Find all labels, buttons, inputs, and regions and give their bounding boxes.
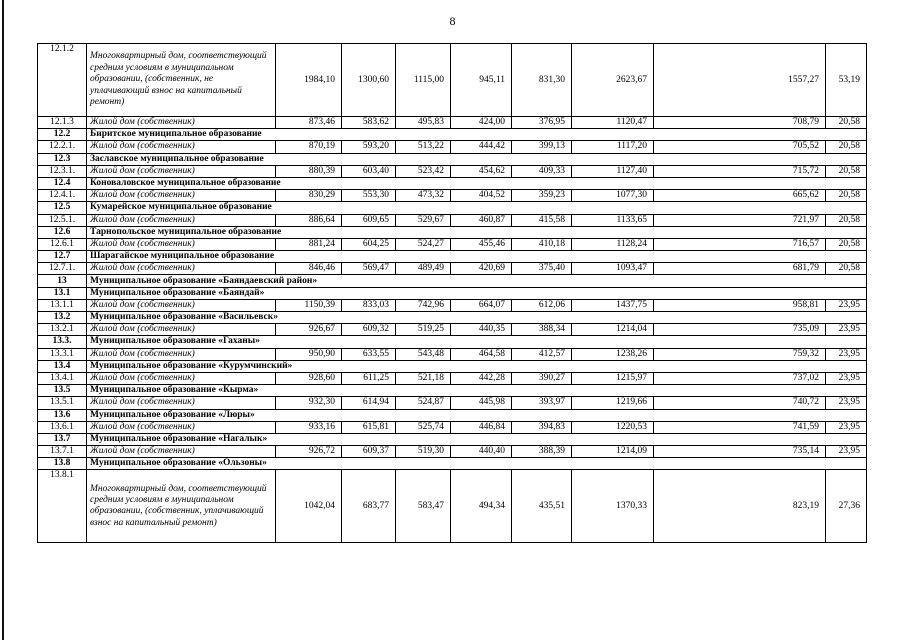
value-cell: 20,58 xyxy=(826,238,867,250)
row-code: 13.4.1 xyxy=(38,372,87,384)
section-title: Муниципальное образование «Гаханы» xyxy=(87,336,867,348)
value-cell: 410,18 xyxy=(512,238,572,250)
value-cell: 519,25 xyxy=(396,324,451,336)
row-code: 13.2.1 xyxy=(38,324,87,336)
table-row xyxy=(38,348,867,360)
value-cell: 1093,47 xyxy=(572,263,654,275)
value-cell: 870,19 xyxy=(276,141,342,153)
section-title: Биритское муниципальное образование xyxy=(87,129,867,141)
value-cell: 715,72 xyxy=(654,165,826,177)
value-cell: 393,97 xyxy=(512,397,572,409)
value-cell: 928,60 xyxy=(276,372,342,384)
value-cell: 523,42 xyxy=(396,165,451,177)
value-cell: 1115,00 xyxy=(396,44,451,117)
value-cell: 404,52 xyxy=(451,190,512,202)
value-cell: 53,19 xyxy=(826,44,867,117)
value-cell: 20,58 xyxy=(826,165,867,177)
value-cell: 390,27 xyxy=(512,372,572,384)
row-label: Жилой дом (собственник) xyxy=(87,372,276,384)
value-cell: 823,19 xyxy=(654,470,826,543)
value-cell: 2623,67 xyxy=(572,44,654,117)
value-cell: 489,49 xyxy=(396,263,451,275)
section-title: Муниципальное образование «Курумчинский» xyxy=(87,360,867,372)
table-body xyxy=(38,44,867,543)
value-cell: 735,14 xyxy=(654,446,826,458)
value-cell: 1077,30 xyxy=(572,190,654,202)
value-cell: 880,39 xyxy=(276,165,342,177)
value-cell: 20,58 xyxy=(826,214,867,226)
value-cell: 945,11 xyxy=(451,44,512,117)
value-cell: 440,40 xyxy=(451,446,512,458)
value-cell: 830,29 xyxy=(276,190,342,202)
value-cell: 1042,04 xyxy=(276,470,342,543)
section-code: 12.2 xyxy=(38,129,87,141)
value-cell: 609,32 xyxy=(342,324,396,336)
value-cell: 735,09 xyxy=(654,324,826,336)
section-row xyxy=(38,251,867,263)
section-code: 12.6 xyxy=(38,226,87,238)
section-row xyxy=(38,275,867,287)
row-label: Жилой дом (собственник) xyxy=(87,141,276,153)
value-cell: 1370,33 xyxy=(572,470,654,543)
row-code: 13.3.1 xyxy=(38,348,87,360)
value-cell: 611,25 xyxy=(342,372,396,384)
value-cell: 614,94 xyxy=(342,397,396,409)
value-cell: 388,34 xyxy=(512,324,572,336)
value-cell: 23,95 xyxy=(826,397,867,409)
value-cell: 23,95 xyxy=(826,421,867,433)
value-cell: 583,62 xyxy=(342,117,396,129)
value-cell: 664,07 xyxy=(451,299,512,311)
scan-edge xyxy=(2,0,4,640)
section-code: 12.5 xyxy=(38,202,87,214)
value-cell: 473,32 xyxy=(396,190,451,202)
tariff-table-container xyxy=(37,43,866,543)
value-cell: 1300,60 xyxy=(342,44,396,117)
value-cell: 415,58 xyxy=(512,214,572,226)
section-code: 13.1 xyxy=(38,287,87,299)
section-row xyxy=(38,385,867,397)
value-cell: 1984,10 xyxy=(276,44,342,117)
value-cell: 569,47 xyxy=(342,263,396,275)
section-row xyxy=(38,336,867,348)
value-cell: 1437,75 xyxy=(572,299,654,311)
section-title: Коноваловское муниципальное образование xyxy=(87,177,867,189)
section-row xyxy=(38,226,867,238)
value-cell: 412,57 xyxy=(512,348,572,360)
section-row xyxy=(38,312,867,324)
row-code: 12.6.1 xyxy=(38,238,87,250)
value-cell: 593,20 xyxy=(342,141,396,153)
section-code: 12.4 xyxy=(38,177,87,189)
value-cell: 705,52 xyxy=(654,141,826,153)
table-row xyxy=(38,372,867,384)
value-cell: 633,55 xyxy=(342,348,396,360)
section-title: Тарнопольское муниципальное образование xyxy=(87,226,867,238)
row-code: 12.5.1. xyxy=(38,214,87,226)
row-code: 13.7.1 xyxy=(38,446,87,458)
value-cell: 420,69 xyxy=(451,263,512,275)
value-cell: 831,30 xyxy=(512,44,572,117)
table-row xyxy=(38,165,867,177)
section-code: 12.3 xyxy=(38,153,87,165)
value-cell: 359,23 xyxy=(512,190,572,202)
table-row xyxy=(38,446,867,458)
value-cell: 394,83 xyxy=(512,421,572,433)
row-label: Жилой дом (собственник) xyxy=(87,421,276,433)
value-cell: 454,62 xyxy=(451,165,512,177)
section-row xyxy=(38,177,867,189)
value-cell: 716,57 xyxy=(654,238,826,250)
value-cell: 742,96 xyxy=(396,299,451,311)
row-label: Жилой дом (собственник) xyxy=(87,299,276,311)
row-label: Жилой дом (собственник) xyxy=(87,263,276,275)
value-cell: 683,77 xyxy=(342,470,396,543)
value-cell: 529,67 xyxy=(396,214,451,226)
section-title: Муниципальное образование «Ользоны» xyxy=(87,458,867,470)
table-row xyxy=(38,214,867,226)
row-code: 13.8.1 xyxy=(38,470,87,543)
section-row xyxy=(38,433,867,445)
section-title: Муниципальное образование «Баяндаевский район» xyxy=(87,275,867,287)
section-title: Муниципальное образование «Кырма» xyxy=(87,385,867,397)
value-cell: 950,90 xyxy=(276,348,342,360)
row-label: Жилой дом (собственник) xyxy=(87,324,276,336)
section-title: Муниципальное образование «Люры» xyxy=(87,409,867,421)
section-code: 13.4 xyxy=(38,360,87,372)
value-cell: 435,51 xyxy=(512,470,572,543)
value-cell: 609,65 xyxy=(342,214,396,226)
section-code: 13.7 xyxy=(38,433,87,445)
value-cell: 20,58 xyxy=(826,190,867,202)
value-cell: 553,30 xyxy=(342,190,396,202)
value-cell: 440,35 xyxy=(451,324,512,336)
section-row xyxy=(38,129,867,141)
value-cell: 460,87 xyxy=(451,214,512,226)
value-cell: 603,40 xyxy=(342,165,396,177)
tariff-table xyxy=(37,43,867,543)
value-cell: 464,58 xyxy=(451,348,512,360)
table-row xyxy=(38,263,867,275)
value-cell: 513,22 xyxy=(396,141,451,153)
value-cell: 1117,20 xyxy=(572,141,654,153)
value-cell: 20,58 xyxy=(826,263,867,275)
row-label: Жилой дом (собственник) xyxy=(87,397,276,409)
value-cell: 1214,09 xyxy=(572,446,654,458)
value-cell: 23,95 xyxy=(826,446,867,458)
row-label: Жилой дом (собственник) xyxy=(87,190,276,202)
table-row xyxy=(38,117,867,129)
value-cell: 1214,04 xyxy=(572,324,654,336)
value-cell: 524,27 xyxy=(396,238,451,250)
value-cell: 23,95 xyxy=(826,324,867,336)
value-cell: 1219,66 xyxy=(572,397,654,409)
value-cell: 833,03 xyxy=(342,299,396,311)
row-code: 13.5.1 xyxy=(38,397,87,409)
value-cell: 881,24 xyxy=(276,238,342,250)
section-title: Муниципальное образование «Баяндай» xyxy=(87,287,867,299)
value-cell: 846,46 xyxy=(276,263,342,275)
row-code: 12.1.3 xyxy=(38,117,87,129)
value-cell: 612,06 xyxy=(512,299,572,311)
value-cell: 583,47 xyxy=(396,470,451,543)
value-cell: 375,40 xyxy=(512,263,572,275)
value-cell: 958,81 xyxy=(654,299,826,311)
value-cell: 1150,39 xyxy=(276,299,342,311)
value-cell: 604,25 xyxy=(342,238,396,250)
row-code: 12.2.1. xyxy=(38,141,87,153)
value-cell: 759,32 xyxy=(654,348,826,360)
table-row xyxy=(38,470,867,543)
value-cell: 445,98 xyxy=(451,397,512,409)
value-cell: 442,28 xyxy=(451,372,512,384)
value-cell: 494,34 xyxy=(451,470,512,543)
value-cell: 615,81 xyxy=(342,421,396,433)
section-row xyxy=(38,409,867,421)
row-code: 12.7.1. xyxy=(38,263,87,275)
value-cell: 933,16 xyxy=(276,421,342,433)
value-cell: 525,74 xyxy=(396,421,451,433)
row-label: Жилой дом (собственник) xyxy=(87,165,276,177)
value-cell: 23,95 xyxy=(826,299,867,311)
table-row xyxy=(38,421,867,433)
section-row xyxy=(38,153,867,165)
value-cell: 27,36 xyxy=(826,470,867,543)
value-cell: 455,46 xyxy=(451,238,512,250)
value-cell: 932,30 xyxy=(276,397,342,409)
table-row xyxy=(38,190,867,202)
value-cell: 1133,65 xyxy=(572,214,654,226)
value-cell: 1557,27 xyxy=(654,44,826,117)
section-code: 13.2 xyxy=(38,312,87,324)
section-title: Кумарейское муниципальное образование xyxy=(87,202,867,214)
row-code: 13.6.1 xyxy=(38,421,87,433)
section-title: Шарагайское муниципальное образование xyxy=(87,251,867,263)
value-cell: 424,00 xyxy=(451,117,512,129)
value-cell: 926,67 xyxy=(276,324,342,336)
row-label: Жилой дом (собственник) xyxy=(87,117,276,129)
row-label: Жилой дом (собственник) xyxy=(87,214,276,226)
section-row xyxy=(38,287,867,299)
value-cell: 1220,53 xyxy=(572,421,654,433)
section-code: 13 xyxy=(38,275,87,287)
value-cell: 1238,26 xyxy=(572,348,654,360)
row-code: 12.4.1. xyxy=(38,190,87,202)
section-title: Муниципальное образование «Васильевск» xyxy=(87,312,867,324)
value-cell: 1215,97 xyxy=(572,372,654,384)
value-cell: 388,39 xyxy=(512,446,572,458)
value-cell: 409,33 xyxy=(512,165,572,177)
value-cell: 737,02 xyxy=(654,372,826,384)
section-row xyxy=(38,202,867,214)
value-cell: 376,95 xyxy=(512,117,572,129)
section-title: Заславское муниципальное образование xyxy=(87,153,867,165)
row-label: Многоквартирный дом, соответствующий средним условиям в муниципальном образовании, (собственник, не уплачивающий взнос на капитальный ремонт) xyxy=(87,44,276,117)
section-code: 13.5 xyxy=(38,385,87,397)
value-cell: 446,84 xyxy=(451,421,512,433)
table-row xyxy=(38,238,867,250)
row-code: 12.3.1. xyxy=(38,165,87,177)
value-cell: 20,58 xyxy=(826,141,867,153)
page-number: 8 xyxy=(449,14,456,28)
value-cell: 681,79 xyxy=(654,263,826,275)
value-cell: 741,59 xyxy=(654,421,826,433)
value-cell: 20,58 xyxy=(826,117,867,129)
value-cell: 609,37 xyxy=(342,446,396,458)
table-row xyxy=(38,397,867,409)
value-cell: 519,30 xyxy=(396,446,451,458)
value-cell: 23,95 xyxy=(826,348,867,360)
value-cell: 543,48 xyxy=(396,348,451,360)
value-cell: 1127,40 xyxy=(572,165,654,177)
value-cell: 524,87 xyxy=(396,397,451,409)
row-code: 12.1.2 xyxy=(38,44,87,117)
value-cell: 1128,24 xyxy=(572,238,654,250)
row-label: Жилой дом (собственник) xyxy=(87,238,276,250)
value-cell: 23,95 xyxy=(826,372,867,384)
row-code: 13.1.1 xyxy=(38,299,87,311)
value-cell: 399,13 xyxy=(512,141,572,153)
section-code: 13.6 xyxy=(38,409,87,421)
row-label: Жилой дом (собственник) xyxy=(87,446,276,458)
value-cell: 721,97 xyxy=(654,214,826,226)
section-row xyxy=(38,458,867,470)
table-row xyxy=(38,324,867,336)
table-row xyxy=(38,141,867,153)
value-cell: 665,62 xyxy=(654,190,826,202)
section-code: 13.3. xyxy=(38,336,87,348)
section-title: Муниципальное образование «Нагалык» xyxy=(87,433,867,445)
value-cell: 708,79 xyxy=(654,117,826,129)
value-cell: 521,18 xyxy=(396,372,451,384)
value-cell: 873,46 xyxy=(276,117,342,129)
value-cell: 926,72 xyxy=(276,446,342,458)
row-label: Жилой дом (собственник) xyxy=(87,348,276,360)
value-cell: 740,72 xyxy=(654,397,826,409)
section-code: 13.8 xyxy=(38,458,87,470)
value-cell: 444,42 xyxy=(451,141,512,153)
section-row xyxy=(38,360,867,372)
table-row xyxy=(38,44,867,117)
value-cell: 1120,47 xyxy=(572,117,654,129)
section-code: 12.7 xyxy=(38,251,87,263)
value-cell: 886,64 xyxy=(276,214,342,226)
value-cell: 495,83 xyxy=(396,117,451,129)
table-row xyxy=(38,299,867,311)
row-label: Многоквартирный дом, соответствующий средним условиям в муниципальном образовании, (собственник, уплачивающий взнос на капитальный ремонт) xyxy=(87,470,276,543)
